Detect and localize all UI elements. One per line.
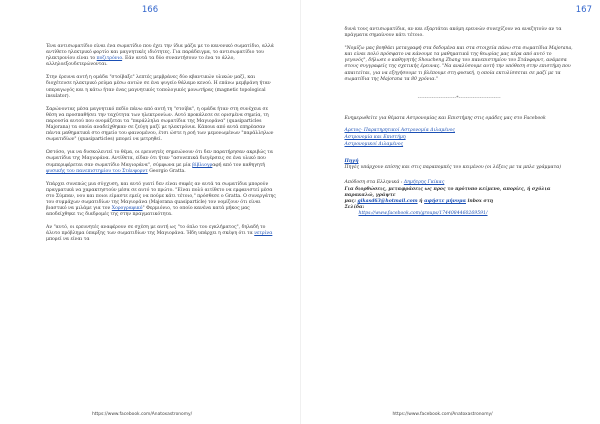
text-run: μπορεί να είναι τα [46, 237, 90, 243]
groups-links [345, 128, 575, 148]
page-number: 167 [575, 5, 592, 15]
text-run: . Εάν αυτά τα δύο συναντήσουν το ένα το άλλο, αλληλοεξουδετερώνονται. [46, 56, 235, 68]
paragraph [46, 182, 278, 219]
neutrino-link[interactable]: νετρίνα [254, 231, 273, 237]
choreographic-link[interactable]: Χορογραφικό [111, 206, 143, 212]
text-run: Απόδοση στα Ελληνικά : [344, 180, 404, 186]
message-link[interactable]: αφήστε μήνυμα [424, 198, 467, 204]
left-page-text [46, 44, 278, 251]
facebook-group-url[interactable]: https://www.facebook.com/groups/1744084460269591/ [358, 210, 488, 216]
quote-paragraph: "Νομίζω μας βοηθάει μεταγραφή στα δεδομένα και στα στοιχεία πάνω στα σωματίδια Majorana, και είναι πολύ πρόσφατο να κάνουμε τα μαθηματικά της θεωρίας μας πέρα από αυτό το γεγονός", δήλωσε ο καθηγητής Shoucheng Zhang του πανεπιστημίου του Στάνφορντ, ανάμεσα στους συγγραφείς της σχετικής έρευνας. "Να αναλύσουμε αυτή την υπόθεση στην επιστήμη που απαιτείται, για να εξηγήσουμε τι βλέπουμε στη φυσική, η οποία εκτυλίσσεται σε μαζί με τα σωματίδια της Majorana τα 80 χρόνια." [344, 46, 573, 82]
text-run: Ωστόσο, για να δυσκολευτεί το θέμα, οι ερευνητές σημειώνουν ότι δεν παρατήρησαν ακριβώς τα σωματίδια της Μαγιοράνα. Αντίθετα, είδαν ότι ήταν "ασυνεπικά διεγέρσεις σε ένα υλικό που συμπεριφέρεται σαν σωματίδιο Μαγιοράνα", σύμφωνα με μία [46, 150, 273, 168]
reference-link[interactable]: βίβλιογρ [192, 162, 213, 168]
text-run: ή [417, 198, 425, 204]
paragraph [46, 44, 278, 68]
right-page-text [345, 27, 575, 217]
paragraph [46, 150, 278, 174]
email-link[interactable]: gikasd63@hotmail.com [357, 198, 418, 204]
contact-instructions: Για διορθώσεις, μεταφράσεις ως προς το πρότυπο κείμενο, απορίες, ή σχόλια παρακαλώ, γράψτε [344, 186, 551, 198]
credits [345, 180, 575, 217]
page-label: Σελίδα: [344, 204, 365, 210]
page-footer-url: https://www.facebook.com/Anatoxastronomy/ [392, 412, 493, 417]
text-run: " Φερμιόνιο, το οποίο κανένα κατά μήκος μας αποδείχθηκε τις διαδρομές της στην πραγματικότητα. [46, 206, 250, 218]
text-run: Georgio Gratta. [147, 168, 186, 174]
paragraph: δυνά τους αντισωματίδια, αν και εξαρτάται ακόμη ερευνών συνεχίζουν να αναζητούν αν τα πράγματα σημαίνουν κάτι τέτοιο. [344, 27, 562, 39]
translator-link[interactable]: Δημήτρης Γκίκας [403, 180, 445, 186]
source-note [345, 159, 575, 171]
paragraph: Στην έρευνα αυτή η ομάδα "στοίβαξε" λεπτές μεμβράνες δύο κβαντικών υλικών μαζί, και διοχέτευσε ηλεκτρικό ρεύμα μέσω αυτών σε ένα ψυγείο θάλαμο κενού. Η επάνω μεμβράνη ήταν υπεραγωγός και η κάτω ήταν ένας μαγνητικός τοπολογικός μονωτήρας (magnetic topological insulator). [46, 75, 271, 99]
source-text: Πηγές υπάρχουν επίσης και στις παραπομπές του κειμένου (οι λέξεις με τα μπλε γράμματα) [344, 165, 562, 171]
text-run: μας: [344, 198, 358, 204]
positron-link[interactable]: ποζιτρόνιο [96, 56, 123, 62]
facebook-groups [345, 116, 575, 148]
source-title: Πηγή [344, 159, 359, 165]
text-run: inbox στη [466, 198, 494, 204]
paragraph: Σαρώνοντας μέσα μαγνητικό πεδίο πάνω από αυτή τη "στοίβα", η ομάδα ήταν στη συνέχεια σε θέση να προσπαθήσει την ταχύτητα των ηλεκτρονίων. Αυτό προκάλεσε σε ορισμένα σημεία, τη παρουσία αυτού που ονομάζεται τα "παράλληλα σωματίδια της Μαγιοράνα" (quasiparticles Majorana) τα οποία αναδείχθηκαν σε ζεύγη μαζί με ηλεκτρόνια. Κάποια από αυτά επηρέασαν πάντα μαθηματικά στο σημείο του φαινομένου, έτσι ώστε η ροή των μεμονωμένων "παράλληλων σωματιδίων" (quasiparticles) μπορεί να μετρηθεί. [46, 106, 274, 143]
text-run: Αν "αυτό, οι ερευνητές αναφέρουν σε σχέση με αυτή ως "το όπλο του εγκλήματος", δηλαδή το άλυτο πρόβλημα ύπαρξης των σωματιδίων της Μαγιοράνα. Ήδη υπάρχει η σκέψη ότι τα [46, 225, 266, 237]
page-footer-url: https://www.facebook.com/Anatoxastronomy/ [92, 412, 193, 417]
text-run: αφή από τον καθηγητή [212, 162, 266, 168]
group-link-astronomers[interactable]: Αστρονομικοί Διλαμένος [344, 142, 404, 148]
paragraph [46, 225, 278, 243]
group-link-observational-astronomy[interactable]: Αρετος- Παρατηρητικοί Αστρονομία Διλαμένος [344, 127, 455, 133]
text-run: Ένα αντισωματίδιο είναι ένα σωματίδιο που έχει την ίδια μάζα με το κανονικό σωματίδιο, αλλά αντίθετο ηλεκτρικό φορτίο και μαγνητικές ιδιότητες. Για παράδειγμα, το αντισωματίδιο του ηλεκτρονίου είναι το [46, 44, 274, 62]
page-number: 166 [141, 5, 159, 15]
separator: ----------------------*------------------------ [417, 95, 501, 101]
right-page [301, 0, 600, 424]
stanford-physics-link[interactable]: φυσικής του πανεπιστημίου του Στάνφορντ [46, 168, 148, 174]
group-link-astronomy-science[interactable]: Αστρονομία και Επιστήμη [344, 135, 406, 141]
groups-title: Ενημερωθείτε για θέματα Αστρονομίας και Επιστήμης στις ομάδες μας στο Facebook [344, 115, 546, 121]
text-run: Υπάρχει συνεπώς μια σύγχυση, και αυτό γιατί δεν είναι σαφές αν αυτά τα σωματίδια μπορούν πραγματικά να χαρακτηστούν μέσα σε αυτό το πρώτο. "Είναι πολύ αιτίθετο να εμφανιστεί μέσα στο Σύμπαν, νου και ποιοι είμαστε εμείς να πούμε κάτι τέτοιο," πρόσθεσε ο Gratta. Ο συνεργάτης του συμμάχων σωματιδίων της Μαγιοράνα (Majorana quasiparticle) τον νομίζουν ότι είναι βιαστικό να μιλάμε για τον [46, 181, 276, 212]
